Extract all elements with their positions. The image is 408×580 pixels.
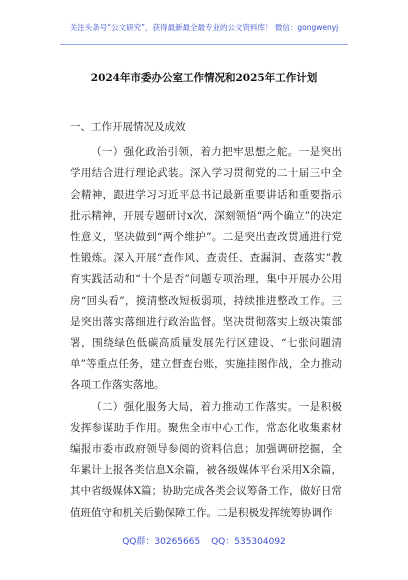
header-banner: 关注头条号“公文研究”，获得最新最全最专业的公文资料库！ 微信：gongwenyj xyxy=(69,23,339,32)
document-title: 2024年市委办公室工作情况和2025年工作计划 xyxy=(90,72,318,84)
paragraph-1: （一）强化政治引领，着力把牢思想之舵。一是突出学用结合进行理论武装。深入学习贯彻党的二十届三中全会精神，跟进学习习近平总书记最新重要讲话和重要指示批示精神，开展专题研讨x次，深刻领悟“两个确立”的决定性意义，坚决做到“两个维护”。二是突出查改贯通进行党性锻炼。深入开展“查作风、查责任、查漏洞、查落实”教育实践活动和“十个是否”问题专项治理，集中开展办公用房“回头看”，摸清整改短板弱项，持续推进整改工作。三是突出落实落细进行政治监督。坚决贯彻落实上级决策部署，围绕绿色低碳高质量发展先行区建设、“七张问题清单”等重点任务，建立督查台账，实施挂图作战，全力推动各项工作落实落地。 xyxy=(70,146,342,392)
footer-qq: QQ：535304092 xyxy=(211,537,286,547)
paragraph-2: （二）强化服务大局，着力推动工作落实。一是积极发挥参谋助手作用。聚焦全市中心工作，常态化收集素材编报市委市政府领导参阅的资料信息；加强调研挖掘，全年累计上报各类信息X余篇，被各级媒体平台采用X余篇，其中省级媒体X篇；协助完成各类会议筹备工作，做好日常值班值守和机关后勤保障工作。二是积极发挥统筹协调作 xyxy=(70,400,342,519)
section-heading: 一、工作开展情况及成效 xyxy=(70,121,186,133)
header-divider xyxy=(60,44,348,45)
document-body xyxy=(70,117,342,524)
footer-qq-group: QQ群：30265665 xyxy=(122,537,201,547)
footer-contact xyxy=(0,534,408,547)
